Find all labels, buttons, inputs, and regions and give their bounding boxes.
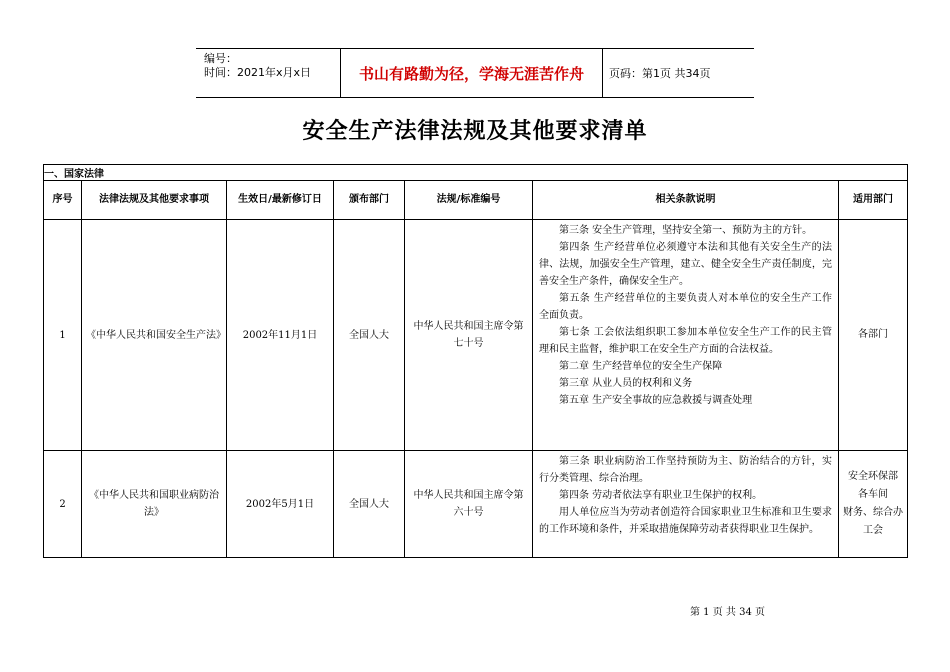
provision-line: 第三章 从业人员的权利和义务 [559,378,693,389]
document-header [196,48,754,98]
row-dept [839,451,908,558]
provision-line: 第四条 生产经营单位必须遵守本法和其他有关安全生产的法律、法规，加强安全生产管理，建立、健全安全生产责任制度，完善安全生产条件，确保安全生产。 [539,242,832,287]
time-label: 时间：2021年x月x日 [204,66,312,79]
dept-line: 各车间 [858,489,889,500]
row-code: 中华人民共和国主席令第六十号 [405,451,533,558]
col-header-issuer: 颁布部门 [334,181,405,220]
page-footer: 第 1 页 共 34 页 [690,607,765,618]
row-no: 1 [44,220,82,451]
col-header-date: 生效日/最新修订日 [227,181,334,220]
section-title: 一、国家法律 [44,165,908,181]
regulations-table [43,164,908,558]
col-header-dept: 适用部门 [839,181,908,220]
dept-line: 安全环保部 [848,471,899,482]
row-code: 中华人民共和国主席令第七十号 [405,220,533,451]
column-header-row [44,181,908,220]
row-date: 2002年11月1日 [227,220,334,451]
col-header-code: 法规/标准编号 [405,181,533,220]
row-name: 《中华人民共和国安全生产法》 [82,220,227,451]
provision-line: 第五条 生产经营单位的主要负责人对本单位的安全生产工作全面负责。 [539,293,832,321]
provision-line: 第四条 劳动者依法享有职业卫生保护的权利。 [559,490,763,501]
table-row [44,220,908,451]
row-provisions [533,451,839,558]
document-title: 安全生产法律法规及其他要求清单 [302,119,648,144]
provision-line: 第五章 生产安全事故的应急救援与调查处理 [559,395,753,406]
row-name: 《中华人民共和国职业病防治法》 [82,451,227,558]
header-page-code: 页码：第1页 共34页 [609,67,711,80]
provision-line: 第七条 工会依法组织职工参加本单位安全生产工作的民主管理和民主监督，维护职工在安全生产方面的合法权益。 [539,327,832,355]
number-label: 编号： [204,52,237,65]
provision-line: 第二章 生产经营单位的安全生产保障 [559,361,723,372]
row-issuer: 全国人大 [334,451,405,558]
col-header-no: 序号 [44,181,82,220]
row-date: 2002年5月1日 [227,451,334,558]
provision-line: 用人单位应当为劳动者创造符合国家职业卫生标准和卫生要求的工作环境和条件，并采取措施保障劳动者获得职业卫生保护。 [539,507,832,535]
col-header-provisions: 相关条款说明 [533,181,839,220]
dept-line: 工会 [863,525,884,536]
provision-line: 第三条 安全生产管理，坚持安全第一、预防为主的方针。 [559,225,813,236]
dept-line: 各部门 [858,329,889,340]
row-issuer: 全国人大 [334,220,405,451]
header-slogan: 书山有路勤为径，学海无涯苦作舟 [340,49,603,97]
dept-line: 财务、综合办 [843,507,904,518]
col-header-name: 法律法规及其他要求事项 [82,181,227,220]
row-no: 2 [44,451,82,558]
row-dept [839,220,908,451]
section-row [44,165,908,181]
provision-line: 第三条 职业病防治工作坚持预防为主、防治结合的方针，实行分类管理、综合治理。 [539,456,832,484]
row-provisions [533,220,839,451]
header-meta [196,49,340,97]
table-row [44,451,908,558]
